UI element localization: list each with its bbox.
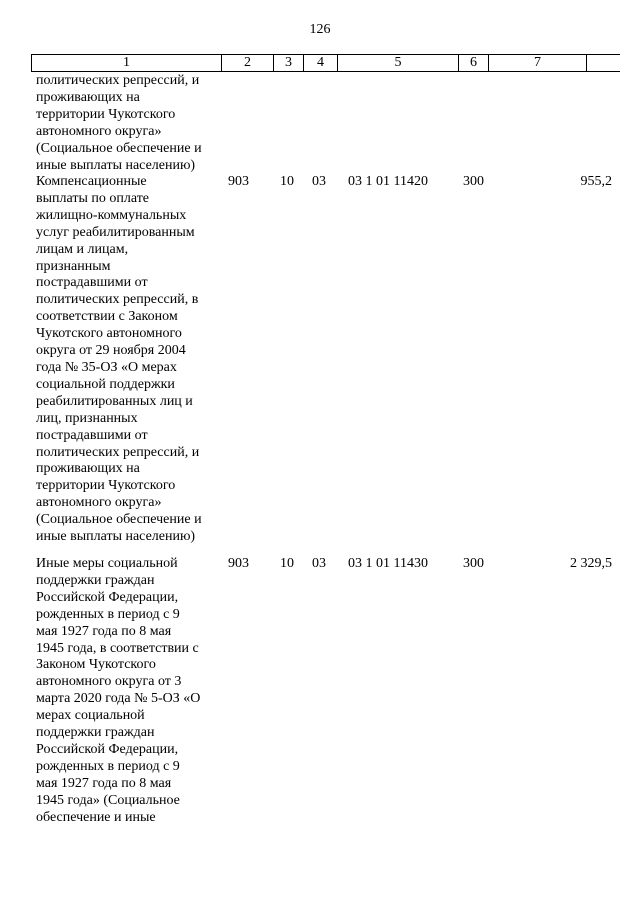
column-header-6: 6 — [459, 55, 489, 71]
row-amount: 955,2 — [580, 174, 612, 189]
table-row — [36, 556, 226, 827]
page-number: 126 — [309, 22, 331, 37]
table-row — [36, 174, 226, 546]
table-row — [36, 73, 226, 174]
row-section-code: 10 — [280, 556, 294, 571]
column-header-4: 4 — [304, 55, 338, 71]
row-description: политических репрессий, и проживающих на территории Чукотского автономного округа» (Социальное обеспечение и иные выплаты населению) — [36, 73, 202, 173]
column-header-7: 7 — [489, 55, 587, 71]
row-amount: 2 329,5 — [570, 556, 612, 571]
row-expense-type: 300 — [463, 556, 484, 571]
column-header-1: 1 — [32, 55, 222, 71]
column-header-2: 2 — [222, 55, 274, 71]
row-subsection-code: 03 — [312, 174, 326, 189]
row-section-code: 10 — [280, 174, 294, 189]
table-header-row — [31, 54, 620, 72]
row-admin-code: 903 — [228, 556, 249, 571]
row-expense-type: 300 — [463, 174, 484, 189]
column-header-5: 5 — [338, 55, 459, 71]
row-description: Иные меры социальной поддержки граждан Российской Федерации, рожденных в период с 9 мая 1927 года по 8 мая 1945 года, в соответствии с Законом Чукотского автономного округа от 3 марта 2020 года № 5-ОЗ «О мерах социальной поддержки граждан Российской Федерации, рожденных в период с 9 мая 1927 года по 8 мая 1945 года» (Социальное обеспечение и иные — [36, 556, 201, 825]
row-admin-code: 903 — [228, 174, 249, 189]
row-description: Компенсационные выплаты по оплате жилищно-коммунальных услуг реабилитированным лицам и лицам, признанным пострадавшими от политических репрессий, в соответствии с Законом Чукотского автономного округа от 29 ноября 2004 года № 35-ОЗ «О мерах социальной поддержки реабилитированных лиц и лиц, признанных пострадавшими от политических репрессий, и проживающих на территории Чукотского автономного округа» (Социальное обеспечение и иные выплаты населению) — [36, 174, 202, 545]
column-header-3: 3 — [274, 55, 304, 71]
row-target-article: 03 1 01 11420 — [348, 174, 428, 189]
row-target-article: 03 1 01 11430 — [348, 556, 428, 571]
row-subsection-code: 03 — [312, 556, 326, 571]
